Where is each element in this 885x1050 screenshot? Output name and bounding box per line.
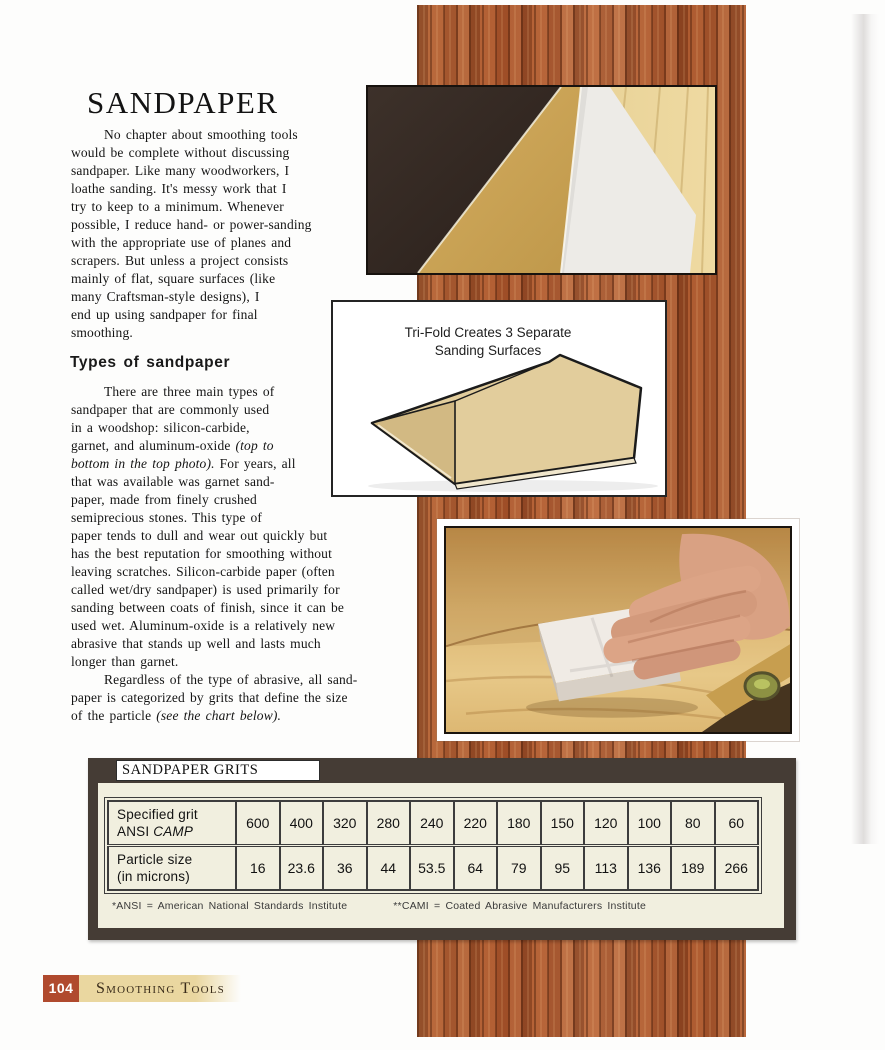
micron-row bbox=[108, 846, 758, 891]
micron-value-cell: 113 bbox=[584, 846, 628, 891]
micron-value-cell: 189 bbox=[671, 846, 715, 891]
block-shadow bbox=[526, 697, 698, 717]
grit-value-cell: 280 bbox=[367, 801, 411, 846]
micron-row-label: Particle size (in microns) bbox=[108, 846, 236, 891]
grit-row bbox=[108, 801, 758, 846]
types-paragraph: There are three main types of sandpaper that are commonly used in a woodshop: silicon-carbide, garnet, and aluminum-oxide (top to bottom in the top photo). For years, all that was available was garnet sand- paper, made from finely crushed semiprecious stones. This type of paper tends to dull and wear out quickly but has the best reputation for smoothing without leaving scratches. Silicon-carbide paper (often called wet/dry sandpaper) is used primarily for sanding between coats of finish, since it can be used wet. Aluminum-oxide is a relatively new abrasive that stands up well and lasts much longer than garnet. bbox=[71, 384, 344, 669]
grit-value-cell: 150 bbox=[541, 801, 585, 846]
chapter-footer-bar bbox=[79, 975, 241, 1002]
hand-sanding-illustration bbox=[446, 528, 790, 732]
trifold-shadow bbox=[368, 480, 658, 492]
page-title: SANDPAPER bbox=[87, 85, 279, 120]
grit-value-cell: 180 bbox=[497, 801, 541, 846]
ansi-footnote: *ANSI = American National Standards Institute bbox=[112, 900, 348, 912]
micron-value-cell: 95 bbox=[541, 846, 585, 891]
grit-table bbox=[107, 800, 759, 891]
table-footnotes bbox=[112, 900, 692, 912]
page-edge-shading bbox=[851, 14, 879, 844]
grit-row-label: Specified grit ANSI CAMP bbox=[108, 801, 236, 846]
trifold-caption: Tri-Fold Creates 3 Separate Sanding Surfaces bbox=[404, 325, 572, 358]
hand-sanding-photo bbox=[437, 519, 799, 741]
cami-footnote: **CAMI = Coated Abrasive Manufacturers Institute bbox=[393, 900, 647, 912]
grit-table-panel bbox=[88, 758, 796, 940]
grit-value-cell: 220 bbox=[454, 801, 498, 846]
closing-paragraph: Regardless of the type of abrasive, all sand- paper is categorized by grits that define the size of the particle (see the chart below). bbox=[71, 672, 358, 723]
sandpaper-sheets-photo bbox=[366, 85, 717, 275]
sandpaper-sheets-illustration bbox=[368, 87, 715, 273]
grit-value-cell: 320 bbox=[323, 801, 367, 846]
grit-value-cell: 400 bbox=[280, 801, 324, 846]
micron-value-cell: 44 bbox=[367, 846, 411, 891]
trifold-figure bbox=[331, 300, 667, 497]
grit-table-title: SANDPAPER GRITS bbox=[116, 760, 320, 781]
photo-frame bbox=[444, 526, 792, 734]
grit-value-cell: 100 bbox=[628, 801, 672, 846]
micron-value-cell: 136 bbox=[628, 846, 672, 891]
grit-value-cell: 240 bbox=[410, 801, 454, 846]
grit-value-cell: 120 bbox=[584, 801, 628, 846]
level-vial-highlight bbox=[754, 679, 770, 689]
section-heading: Types of sandpaper bbox=[70, 354, 231, 371]
grit-value-cell: 60 bbox=[715, 801, 759, 846]
micron-value-cell: 16 bbox=[236, 846, 280, 891]
micron-value-cell: 53.5 bbox=[410, 846, 454, 891]
grit-value-cell: 600 bbox=[236, 801, 280, 846]
micron-value-cell: 23.6 bbox=[280, 846, 324, 891]
intro-paragraph: No chapter about smoothing tools would be complete without discussing sandpaper. Like many woodworkers, I loathe sanding. It's messy work that I try to keep to a minimum. Whenever possible, I reduce hand- or power-sanding with the appropriate use of planes and scrapers. But unless a project consists mainly of flat, square surfaces (like many Craftsman-style designs), I end up using sandpaper for final smoothing. bbox=[71, 127, 312, 340]
micron-value-cell: 36 bbox=[323, 846, 367, 891]
micron-value-cell: 64 bbox=[454, 846, 498, 891]
micron-value-cell: 79 bbox=[497, 846, 541, 891]
micron-value-cell: 266 bbox=[715, 846, 759, 891]
grit-value-cell: 80 bbox=[671, 801, 715, 846]
chapter-title: Smoothing Tools bbox=[96, 980, 225, 997]
page-number-badge: 104 bbox=[43, 975, 79, 1002]
